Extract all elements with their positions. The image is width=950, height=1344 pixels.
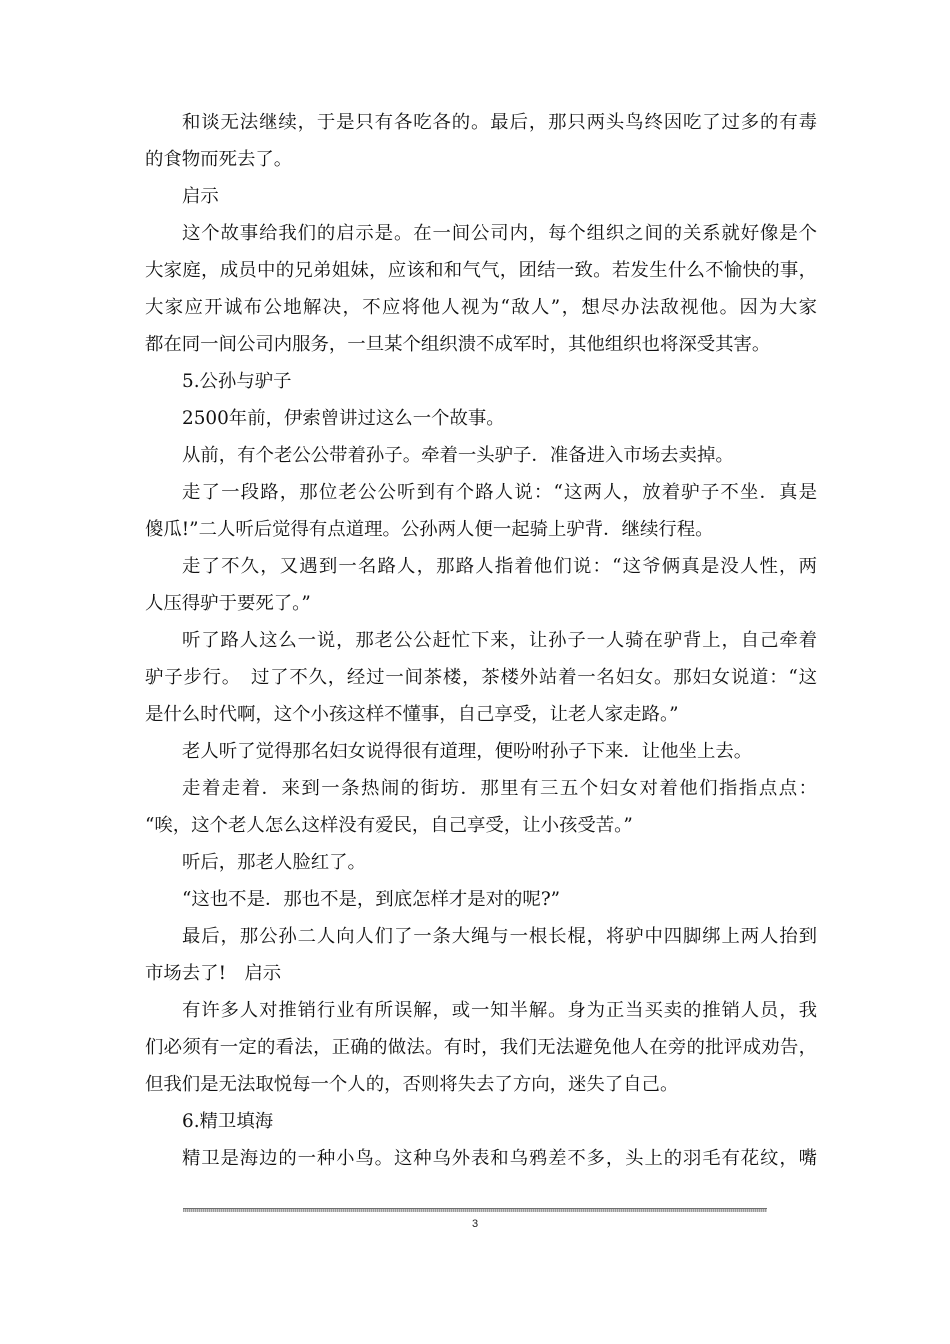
text-line: 走了不久，又遇到一名路人，那路人指着他们说：“这爷俩真是没人性，两 xyxy=(182,556,817,577)
text-line: 这个故事给我们的启示是。在一间公司内，每个组织之间的关系就好像是个 xyxy=(182,223,817,244)
document-body xyxy=(145,104,817,1177)
text-line: 最后，那公孙二人向人们了一条大绳与一根长棍，将驴中四脚绑上两人抬到 xyxy=(182,926,817,947)
text-line: 都在同一间公司内服务，一旦某个组织溃不成军时，其他组织也将深受其害。 xyxy=(145,334,771,355)
text-line: 有许多人对推销行业有所误解，或一知半解。身为正当买卖的推销人员，我 xyxy=(182,1000,817,1021)
footer-divider-texture xyxy=(183,1209,767,1212)
text-line: 傻瓜!”二人听后觉得有点道理。公孙两人便一起骑上驴背．继续行程。 xyxy=(145,519,714,540)
text-line: 驴子步行。 过了不久，经过一间茶楼，茶楼外站着一名妇女。那妇女说道：“这 xyxy=(145,667,817,688)
text-line: 但我们是无法取悦每一个人的，否则将失去了方向，迷失了自己。 xyxy=(145,1074,679,1095)
text-line: “这也不是．那也不是，到底怎样才是对的呢?” xyxy=(182,889,561,910)
text-line: 从前，有个老公公带着孙子。牵着一头驴子．准备进入市场去卖掉。 xyxy=(182,445,734,466)
text-line: 启示 xyxy=(182,186,219,207)
text-line: 走着走着．来到一条热闹的街坊．那里有三五个妇女对着他们指指点点： xyxy=(182,778,817,799)
text-line: 老人听了觉得那名妇女说得很有道理，便吩咐孙子下来．让他坐上去。 xyxy=(182,741,753,762)
text-line: 大家应开诚布公地解决，不应将他人视为“敌人”，想尽办法敌视他。因为大家 xyxy=(145,297,817,318)
text-line: 和谈无法继续，于是只有各吃各的。最后，那只两头鸟终因吃了过多的有毒 xyxy=(182,112,817,133)
text-line: 大家庭，成员中的兄弟姐妹，应该和和气气，团结一致。若发生什么不愉快的事， xyxy=(145,260,817,281)
text-line: 听后，那老人脸红了。 xyxy=(182,852,366,873)
page-number: 3 xyxy=(471,1218,479,1230)
text-line: 听了路人这么一说，那老公公赶忙下来，让孙子一人骑在驴背上，自己牵着 xyxy=(182,630,817,651)
text-line: 市场去了! 启示 xyxy=(145,963,282,984)
text-line: 人压得驴于要死了。” xyxy=(145,593,311,614)
text-line: 2500年前，伊索曾讲过这么一个故事。 xyxy=(182,408,505,429)
text-line: 5.公孙与驴子 xyxy=(182,371,292,392)
text-line: 走了一段路，那位老公公听到有个路人说：“这两人，放着驴子不坐．真是 xyxy=(182,482,817,503)
text-line: 是什么时代啊，这个小孩这样不懂事，自己享受，让老人家走路。” xyxy=(145,704,679,725)
text-line: 6.精卫填海 xyxy=(182,1111,274,1132)
text-line: “唉，这个老人怎么这样没有爱民，自己享受，让小孩受苦。” xyxy=(145,815,633,836)
text-line: 们必须有一定的看法，正确的做法。有时，我们无法避免他人在旁的批评成劝告， xyxy=(145,1037,817,1058)
text-line: 的食物而死去了。 xyxy=(145,149,293,170)
text-line: 精卫是海边的一种小鸟。这种乌外表和乌鸦差不多，头上的羽毛有花纹，嘴 xyxy=(182,1148,817,1169)
